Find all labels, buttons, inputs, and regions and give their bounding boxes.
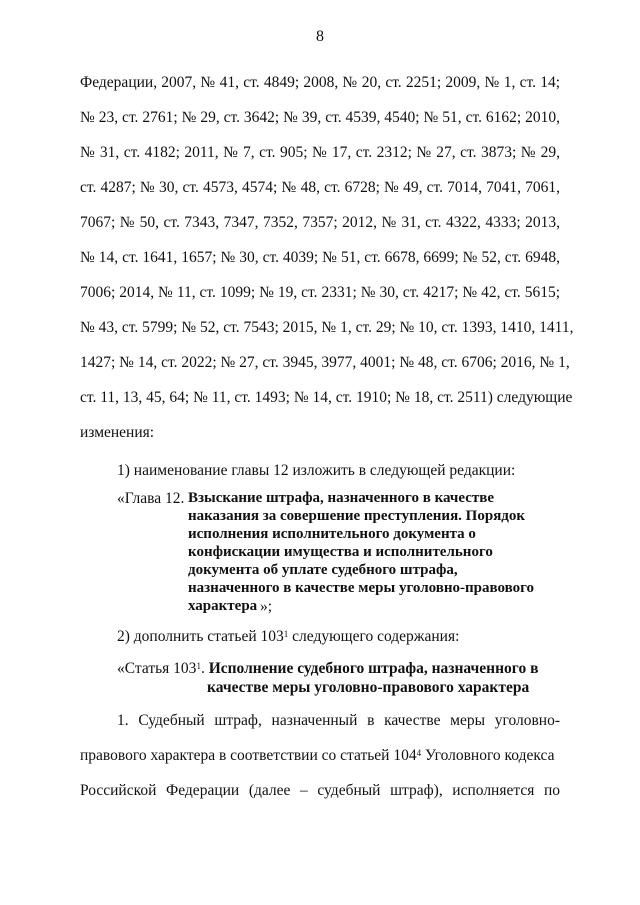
text-line-head: правового характера в соответствии со статьей 104 <box>80 747 417 764</box>
chapter-suffix: »; <box>260 598 273 615</box>
article-superscript: 1 <box>196 660 201 671</box>
text-line <box>80 747 560 765</box>
text-line: Российской Федерации (далее – судебный штраф), исполняется по <box>80 782 560 799</box>
text-line: № 31, ст. 4182; 2011, № 7, ст. 905; № 17, ст. 2312; № 27, ст. 3873; № 29, <box>80 144 560 161</box>
text-line: Федерации, 2007, № 41, ст. 4849; 2008, № 20, ст. 2251; 2009, № 1, ст. 14; <box>80 74 560 91</box>
text-line: № 14, ст. 1641, 1657; № 30, ст. 4039; № 51, ст. 6678, 6699; № 52, ст. 6948, <box>80 249 560 266</box>
article-heading-line-1 <box>117 660 538 678</box>
text-line: 7006; 2014, № 11, ст. 1099; № 19, ст. 2331; № 30, ст. 4217; № 42, ст. 5615; <box>80 284 560 301</box>
article-title-line: Исполнение судебного штрафа, назначенного в <box>208 660 539 677</box>
chapter-title-line: характера <box>188 598 258 614</box>
item-2-text-tail: следующего содержания: <box>288 628 460 645</box>
item-2-superscript: 1 <box>283 628 289 639</box>
text-line: изменения: <box>80 424 155 441</box>
page-number: 8 <box>316 28 324 45</box>
chapter-title-line: назначенного в качестве меры уголовно-правового <box>188 580 535 596</box>
chapter-title-line: исполнения исполнительного документа о <box>188 526 476 542</box>
text-line: № 43, ст. 5799; № 52, ст. 7543; 2015, № 1, ст. 29; № 10, ст. 1393, 1410, 1411, <box>80 319 574 336</box>
chapter-prefix: «Глава 12. <box>117 490 185 507</box>
item-2 <box>117 628 459 646</box>
text-line: ст. 11, 13, 45, 64; № 11, ст. 1493; № 14, ст. 1910; № 18, ст. 2511) следующие <box>80 389 573 406</box>
article-prefix: «Статья 103 <box>117 660 197 677</box>
text-line-tail: Уголовного кодекса <box>421 747 555 764</box>
article-dot: . <box>200 660 209 677</box>
item-2-text: 2) дополнить статьей 103 <box>117 628 284 645</box>
text-line: ст. 4287; № 30, ст. 4573, 4574; № 48, ст. 6728; № 49, ст. 7014, 7041, 7061, <box>80 179 560 196</box>
article-ref-superscript: 4 <box>416 747 422 758</box>
text-line: № 23, ст. 2761; № 29, ст. 3642; № 39, ст. 4539, 4540; № 51, ст. 6162; 2010, <box>80 109 560 126</box>
text-line: 1427; № 14, ст. 2022; № 27, ст. 3945, 3977, 4001; № 48, ст. 6706; 2016, № 1, <box>80 354 570 371</box>
text-line: 1. Судебный штраф, назначенный в качестве меры уголовно- <box>117 712 560 729</box>
item-1: 1) наименование главы 12 изложить в следующей редакции: <box>117 462 516 479</box>
chapter-title-line: конфискации имущества и исполнительного <box>188 544 493 560</box>
text-line: 7067; № 50, ст. 7343, 7347, 7352, 7357; 2012, № 31, ст. 4322, 4333; 2013, <box>80 214 560 231</box>
chapter-title-line: Взыскание штрафа, назначенного в качестве <box>188 490 494 506</box>
chapter-title-line: документа об уплате судебного штрафа, <box>188 562 458 578</box>
chapter-title-line: наказания за совершение преступления. Порядок <box>188 508 526 524</box>
article-title-line: качестве меры уголовно-правового характера <box>207 679 530 696</box>
